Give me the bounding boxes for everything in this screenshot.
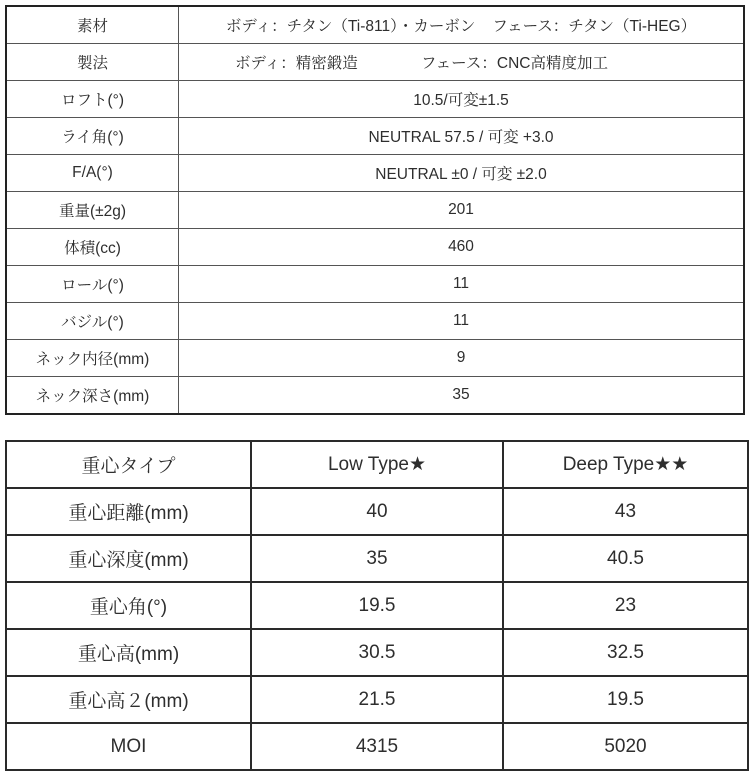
table-row xyxy=(6,488,748,535)
row-label-roll: ロール(°) xyxy=(6,266,179,303)
cog-label-distance: 重心距離(mm) xyxy=(6,488,251,535)
cog-label-angle: 重心角(°) xyxy=(6,582,251,629)
row-label-method: 製法 xyxy=(6,44,179,81)
table-row xyxy=(6,192,744,229)
cog-depth-deep: 40.5 xyxy=(503,535,748,582)
table-row xyxy=(6,340,744,377)
table-row xyxy=(6,676,748,723)
cog-angle-deep: 23 xyxy=(503,582,748,629)
table-row xyxy=(6,44,744,81)
cog-moi-deep: 5020 xyxy=(503,723,748,770)
method-face-value: フェース：CNC高精度加工 xyxy=(420,55,608,72)
row-label-lie-angle: ライ角(°) xyxy=(6,118,179,155)
cog-label-height2: 重心高２(mm) xyxy=(6,676,251,723)
cog-height2-low: 21.5 xyxy=(251,676,503,723)
cog-angle-low: 19.5 xyxy=(251,582,503,629)
material-face-value: フェース：チタン（Ti-HEG） xyxy=(492,18,697,35)
cog-moi-low: 4315 xyxy=(251,723,503,770)
cog-height-deep: 32.5 xyxy=(503,629,748,676)
cog-distance-deep: 43 xyxy=(503,488,748,535)
table-row xyxy=(6,229,744,266)
row-value-method xyxy=(179,44,745,81)
table-row xyxy=(6,266,744,303)
table-row xyxy=(6,155,744,192)
row-value-neck-inner-diameter: 9 xyxy=(179,340,745,377)
table-row xyxy=(6,303,744,340)
row-value-bulge: 11 xyxy=(179,303,745,340)
method-body-value: ボディ：精密鍛造 xyxy=(235,55,358,72)
table-header-row xyxy=(6,441,748,488)
row-value-weight: 201 xyxy=(179,192,745,229)
row-label-material: 素材 xyxy=(6,6,179,44)
cog-header-type: 重心タイプ xyxy=(6,441,251,488)
table-row xyxy=(6,81,744,118)
cog-height2-deep: 19.5 xyxy=(503,676,748,723)
cog-table xyxy=(5,440,749,771)
row-value-neck-depth: 35 xyxy=(179,377,745,415)
table-row xyxy=(6,118,744,155)
row-label-face-angle: F/A(°) xyxy=(6,155,179,192)
table-row xyxy=(6,377,744,415)
row-label-loft: ロフト(°) xyxy=(6,81,179,118)
row-label-volume: 体積(cc) xyxy=(6,229,179,266)
row-value-lie-angle: NEUTRAL 57.5 / 可変 +3.0 xyxy=(179,118,745,155)
row-label-bulge: バジル(°) xyxy=(6,303,179,340)
cog-distance-low: 40 xyxy=(251,488,503,535)
row-value-face-angle: NEUTRAL ±0 / 可変 ±2.0 xyxy=(179,155,745,192)
cog-label-depth: 重心深度(mm) xyxy=(6,535,251,582)
cog-depth-low: 35 xyxy=(251,535,503,582)
table-row xyxy=(6,723,748,770)
spec-table xyxy=(5,5,745,415)
cog-header-deep-type: Deep Type★★ xyxy=(503,441,748,488)
row-value-roll: 11 xyxy=(179,266,745,303)
table-row xyxy=(6,629,748,676)
table-row xyxy=(6,6,744,44)
row-label-neck-inner-diameter: ネック内径(mm) xyxy=(6,340,179,377)
table-row xyxy=(6,535,748,582)
row-label-weight: 重量(±2g) xyxy=(6,192,179,229)
row-label-neck-depth: ネック深さ(mm) xyxy=(6,377,179,415)
table-row xyxy=(6,582,748,629)
cog-label-moi: MOI xyxy=(6,723,251,770)
material-body-value: ボディ：チタン（Ti-811）・カーボン xyxy=(225,18,476,35)
row-value-volume: 460 xyxy=(179,229,745,266)
row-value-material xyxy=(179,6,745,44)
cog-label-height: 重心高(mm) xyxy=(6,629,251,676)
row-value-loft: 10.5/可変±1.5 xyxy=(179,81,745,118)
cog-header-low-type: Low Type★ xyxy=(251,441,503,488)
cog-height-low: 30.5 xyxy=(251,629,503,676)
